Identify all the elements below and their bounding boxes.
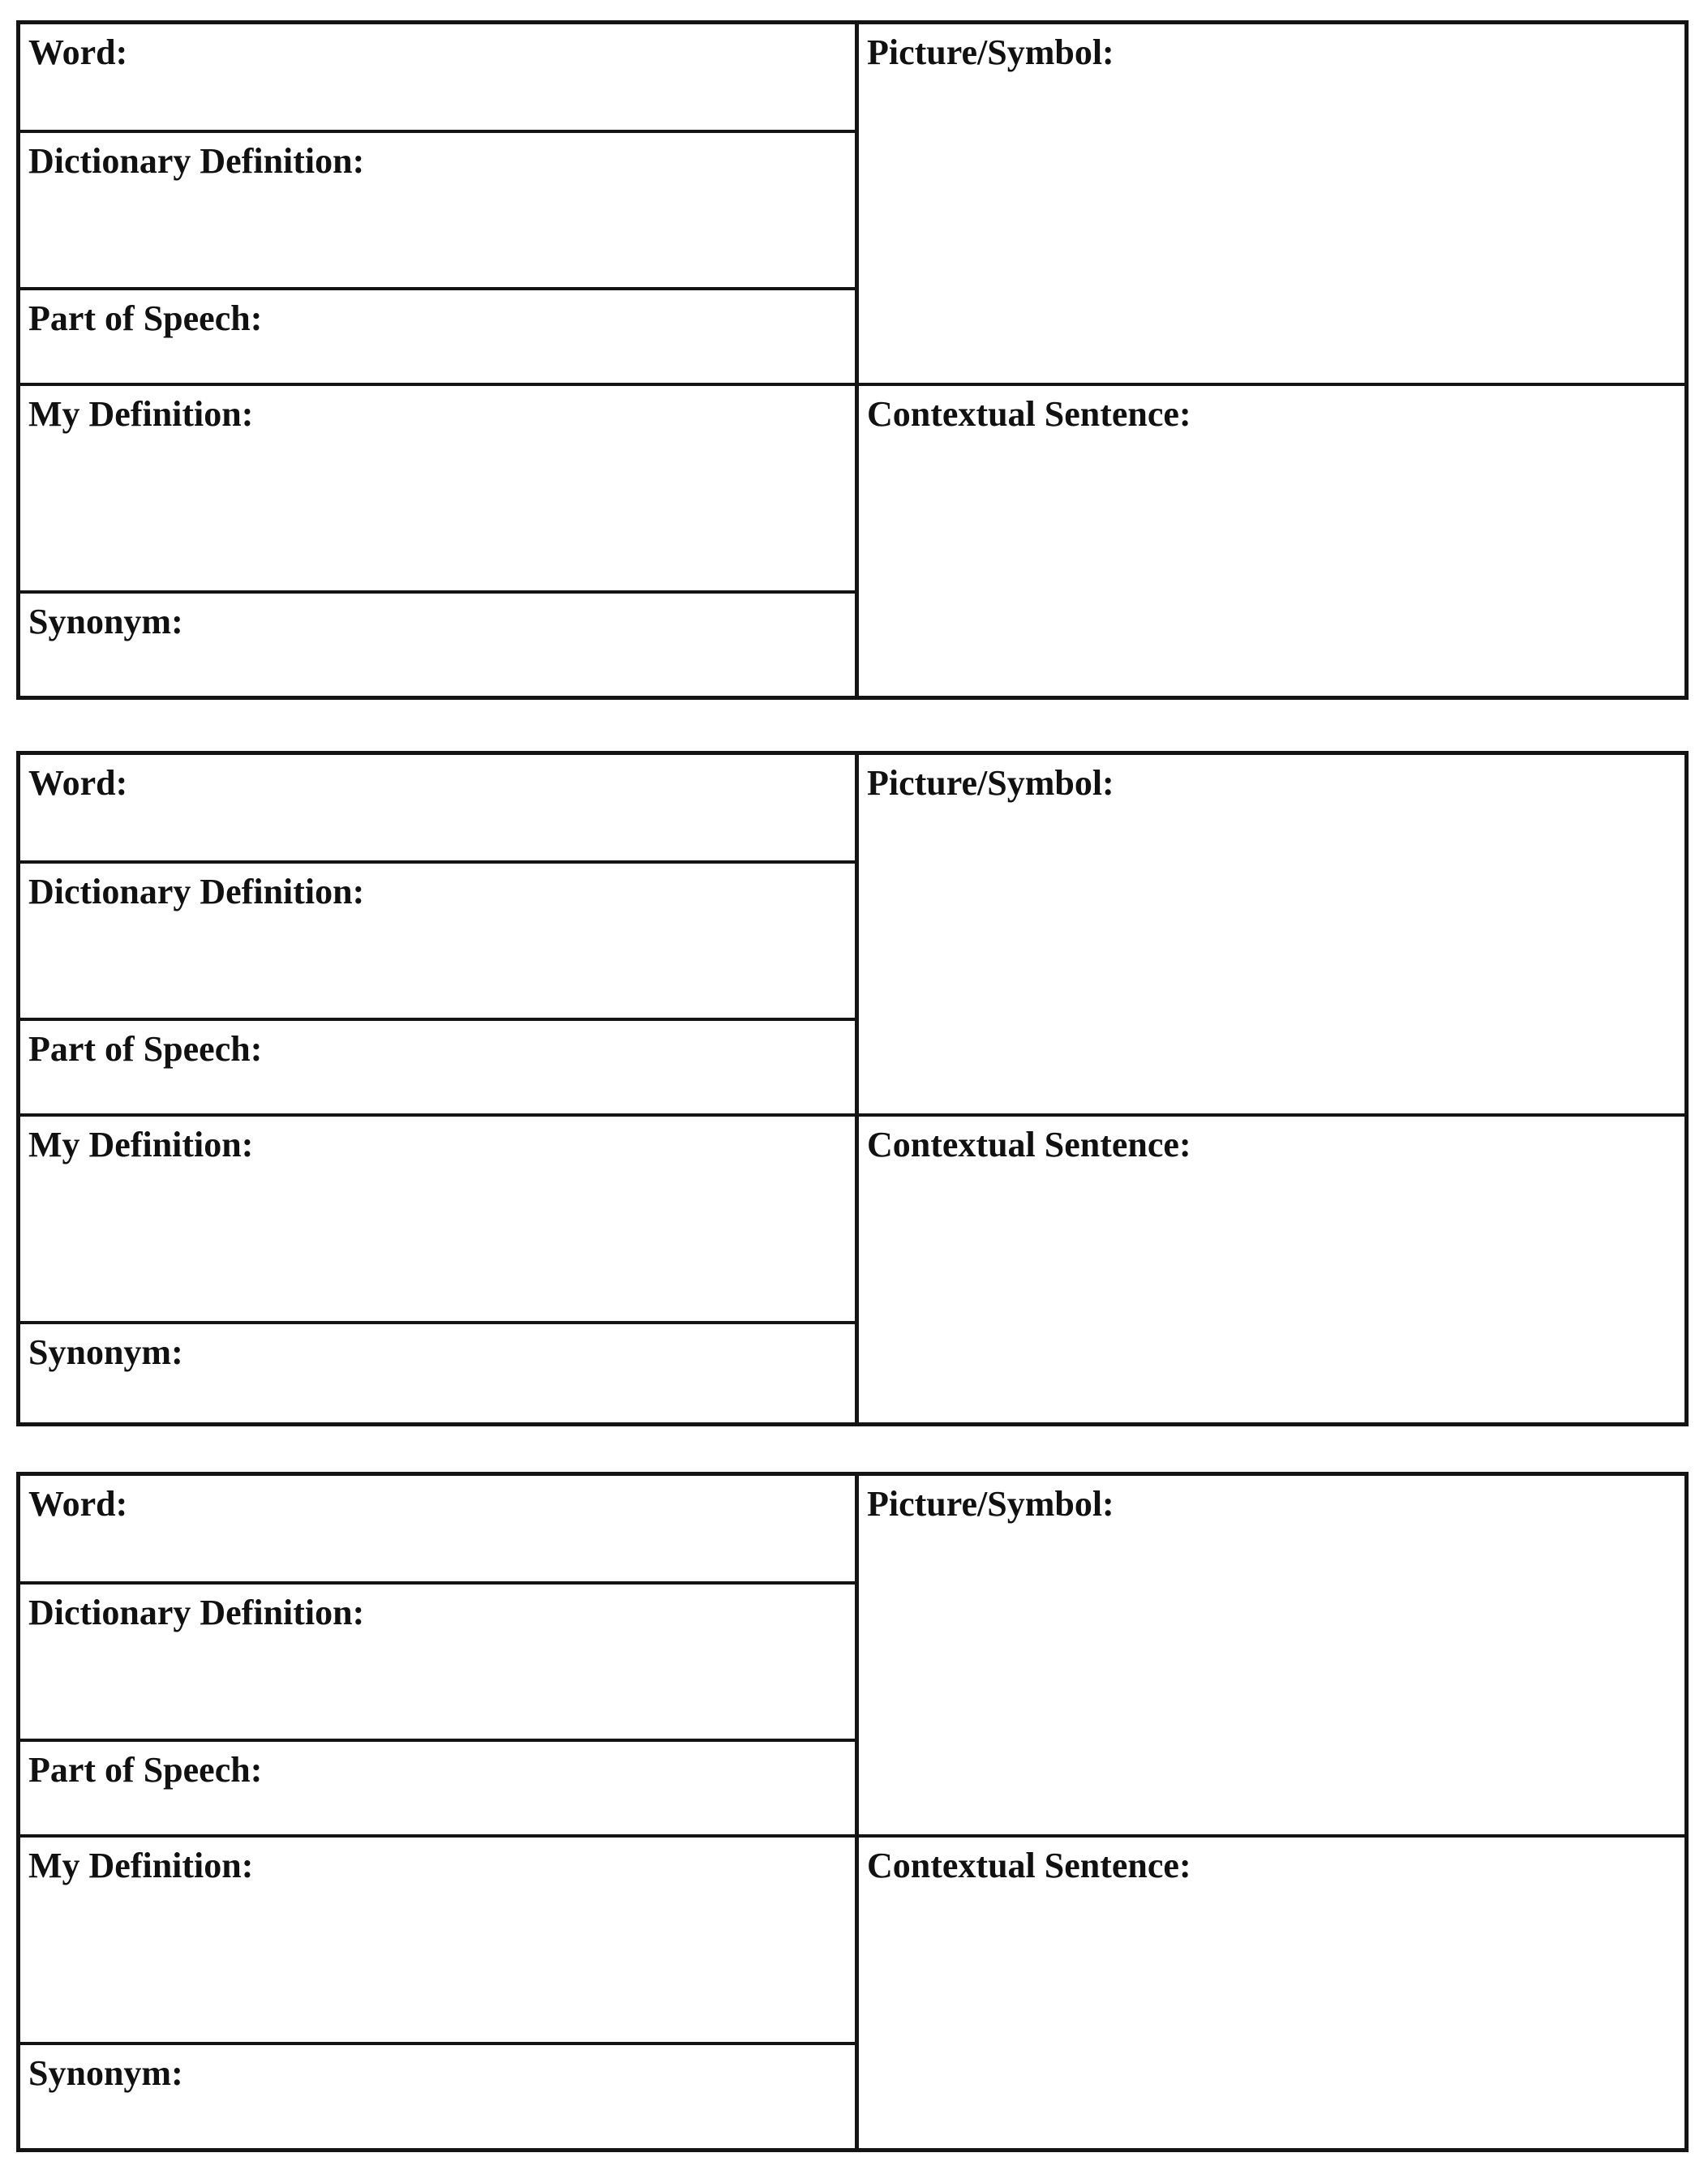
my-definition-label: My Definition:: [28, 394, 254, 434]
synonym-label: Synonym:: [28, 2053, 183, 2093]
word-label: Word:: [28, 763, 128, 803]
vocabulary-card: [16, 751, 1689, 1426]
word-field[interactable]: [20, 24, 855, 133]
card-right-column: [859, 24, 1684, 696]
my-definition-label: My Definition:: [28, 1125, 254, 1164]
part-of-speech-field[interactable]: [20, 1021, 855, 1117]
picture-symbol-label: Picture/Symbol:: [867, 1484, 1114, 1524]
contextual-sentence-label: Contextual Sentence:: [867, 1846, 1191, 1885]
part-of-speech-label: Part of Speech:: [28, 1750, 263, 1790]
dictionary-definition-field[interactable]: [20, 133, 855, 290]
part-of-speech-field[interactable]: [20, 1742, 855, 1838]
synonym-label: Synonym:: [28, 602, 183, 641]
dictionary-definition-field[interactable]: [20, 1585, 855, 1742]
word-label: Word:: [28, 32, 128, 72]
picture-symbol-label: Picture/Symbol:: [867, 763, 1114, 803]
my-definition-field[interactable]: [20, 386, 855, 594]
dictionary-definition-label: Dictionary Definition:: [28, 872, 365, 911]
contextual-sentence-field[interactable]: [859, 386, 1684, 696]
card-left-column: [20, 1476, 859, 2148]
picture-symbol-label: Picture/Symbol:: [867, 32, 1114, 72]
dictionary-definition-field[interactable]: [20, 864, 855, 1021]
part-of-speech-label: Part of Speech:: [28, 298, 263, 338]
word-label: Word:: [28, 1484, 128, 1524]
synonym-field[interactable]: [20, 594, 855, 696]
contextual-sentence-label: Contextual Sentence:: [867, 394, 1191, 434]
vocabulary-card: [16, 1472, 1689, 2152]
contextual-sentence-label: Contextual Sentence:: [867, 1125, 1191, 1164]
vocabulary-card: [16, 20, 1689, 700]
word-field[interactable]: [20, 1476, 855, 1585]
card-left-column: [20, 755, 859, 1422]
synonym-field[interactable]: [20, 2045, 855, 2148]
dictionary-definition-label: Dictionary Definition:: [28, 141, 365, 181]
synonym-field[interactable]: [20, 1324, 855, 1422]
my-definition-field[interactable]: [20, 1117, 855, 1324]
dictionary-definition-label: Dictionary Definition:: [28, 1593, 365, 1632]
card-left-column: [20, 24, 859, 696]
my-definition-label: My Definition:: [28, 1846, 254, 1885]
word-field[interactable]: [20, 755, 855, 864]
part-of-speech-label: Part of Speech:: [28, 1029, 263, 1069]
picture-symbol-field[interactable]: [859, 1476, 1684, 1838]
card-right-column: [859, 1476, 1684, 2148]
contextual-sentence-field[interactable]: [859, 1117, 1684, 1422]
my-definition-field[interactable]: [20, 1838, 855, 2045]
picture-symbol-field[interactable]: [859, 24, 1684, 386]
part-of-speech-field[interactable]: [20, 290, 855, 386]
contextual-sentence-field[interactable]: [859, 1838, 1684, 2148]
picture-symbol-field[interactable]: [859, 755, 1684, 1117]
synonym-label: Synonym:: [28, 1332, 183, 1372]
card-right-column: [859, 755, 1684, 1422]
